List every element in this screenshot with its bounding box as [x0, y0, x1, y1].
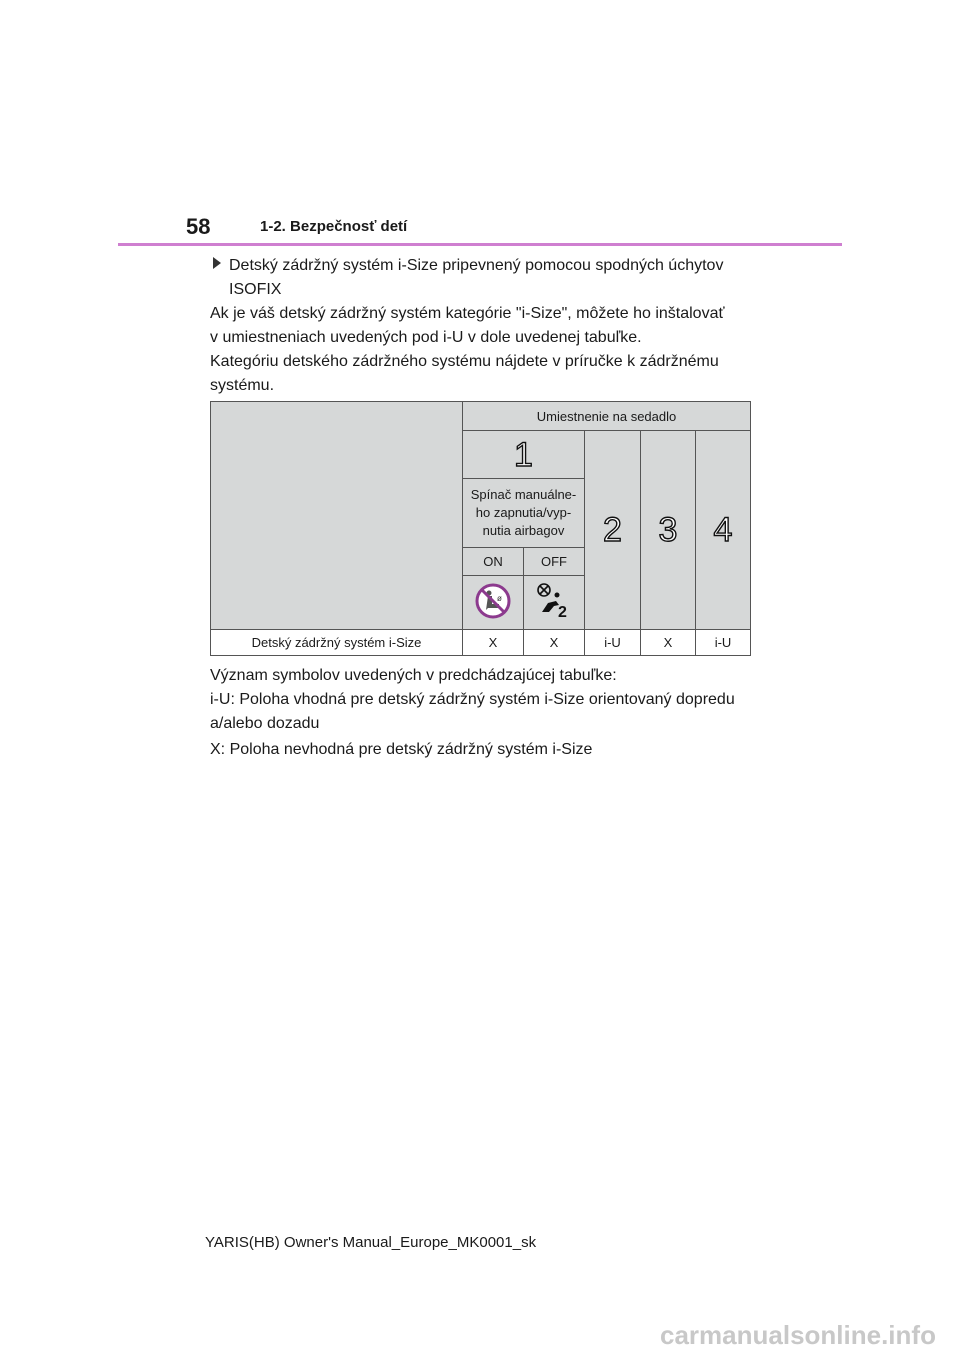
svg-text:2: 2 [558, 604, 567, 621]
table-cell-value: X [463, 630, 524, 656]
footer-text: YARIS(HB) Owner's Manual_Europe_MK0001_sk [205, 1234, 537, 1251]
legend-x: X: Poloha nevhodná pre detský zádržný systém i-Size [210, 741, 593, 758]
seat-number-3: 3 [658, 511, 678, 549]
legend-iu-line-1: i-U: Poloha vhodná pre detský zádržný systém i-Size orientovaný dopredu [210, 691, 735, 708]
paragraph-1 [210, 302, 770, 350]
bullet-item [213, 254, 773, 302]
legend-iu [210, 688, 770, 736]
table-cell-value: i-U [696, 630, 751, 656]
watermark: carmanualsonline.info [660, 1320, 936, 1350]
table-cell-value: i-U [585, 630, 641, 656]
section-title: 1-2. Bezpečnosť detí [260, 218, 408, 235]
seat-number-4: 4 [713, 511, 733, 549]
paragraph-2-line-2: systému. [210, 377, 275, 394]
seat-number-1: 1 [514, 435, 533, 474]
page-number: 58 [186, 214, 211, 239]
seat-1-header [463, 431, 585, 479]
airbag-off-icon [474, 582, 512, 620]
table-cell-value: X [641, 630, 696, 656]
table-cell-value: X [524, 630, 585, 656]
paragraph-1-line-1: Ak je váš detský zádržný systém kategórie "i-Size", môžete ho inštalovať [210, 305, 725, 322]
airbag-switch-label-line-2: ho zapnutia/vyp- [475, 505, 572, 520]
airbag-off-icon-cell [463, 576, 524, 630]
legend-iu-line-2: a/alebo dozadu [210, 715, 320, 732]
airbag-on-icon-cell [524, 576, 585, 630]
airbag-switch-label-line-3: nutia airbagov [482, 523, 565, 538]
seat-2-header [585, 431, 641, 630]
table-row-label: Detský zádržný systém i-Size [211, 630, 463, 656]
triangle-bullet-icon [213, 257, 221, 269]
table-header-title: Umiestnenie na sedadlo [463, 402, 751, 431]
seat-number-2: 2 [603, 511, 622, 549]
seat-position-table [210, 401, 751, 656]
off-label: OFF [524, 548, 585, 576]
header-rule [118, 243, 842, 246]
seat-3-header [641, 431, 696, 630]
airbag-switch-label [463, 479, 585, 548]
on-label: ON [463, 548, 524, 576]
bullet-line-1: Detský zádržný systém i-Size pripevnený pomocou spodných úchytov [229, 257, 724, 274]
svg-text:ø: ø [497, 594, 502, 603]
paragraph-1-line-2: v umiestneniach uvedených pod i-U v dole uvedenej tabuľke. [210, 329, 642, 346]
seat-4-header [696, 431, 751, 630]
legend-intro: Význam symbolov uvedených v predchádzajúcej tabuľke: [210, 667, 617, 684]
paragraph-2 [210, 350, 770, 398]
bullet-line-2: ISOFIX [229, 281, 282, 298]
paragraph-2-line-1: Kategóriu detského zádržného systému nájdete v príručke k zádržnému [210, 353, 719, 370]
airbag-switch-label-line-1: Spínač manuálne- [470, 487, 577, 502]
airbag-on-icon [534, 581, 574, 621]
table-empty-corner [211, 402, 463, 630]
